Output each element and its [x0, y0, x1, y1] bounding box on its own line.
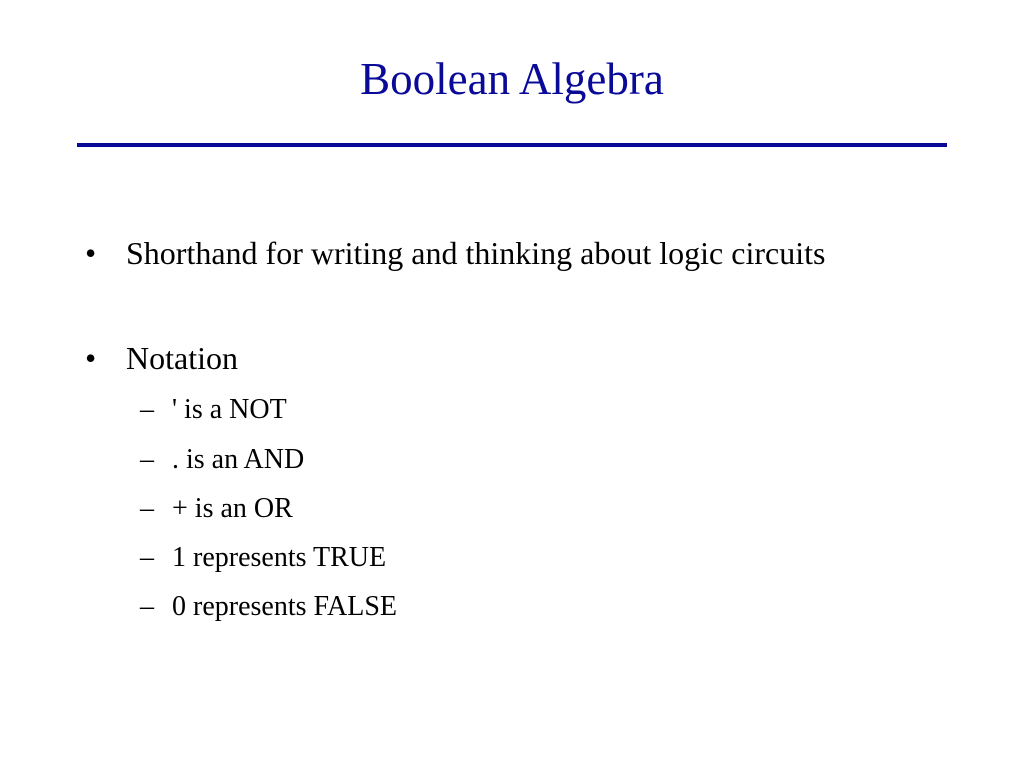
sub-bullet-marker: –	[140, 542, 154, 573]
sub-bullet-item	[140, 538, 840, 578]
sub-bullet-text: + is an OR	[172, 493, 293, 524]
sub-bullet-text: ' is a NOT	[172, 394, 287, 425]
bullet-marker: •	[85, 235, 97, 271]
bullet-item	[85, 229, 965, 277]
sub-bullet-text: 1 represents TRUE	[172, 542, 387, 573]
slide-title: Boolean Algebra	[360, 54, 664, 104]
sub-bullet-text: 0 represents FALSE	[172, 591, 397, 622]
sub-bullet-marker: –	[140, 493, 154, 524]
sub-bullet-item	[140, 489, 840, 529]
title-divider	[77, 143, 947, 147]
sub-bullet-text: . is an AND	[172, 444, 305, 475]
sub-bullet-marker: –	[140, 591, 154, 622]
sub-bullet-marker: –	[140, 444, 154, 475]
bullet-text: Shorthand for writing and thinking about logic circuits	[126, 235, 826, 271]
sub-bullet-item	[140, 390, 840, 430]
sub-bullet-item	[140, 440, 840, 480]
bullet-marker: •	[85, 340, 97, 376]
sub-bullet-marker: –	[140, 394, 154, 425]
bullet-text: Notation	[126, 340, 238, 376]
bullet-item	[85, 334, 965, 382]
sub-bullet-item	[140, 587, 840, 627]
